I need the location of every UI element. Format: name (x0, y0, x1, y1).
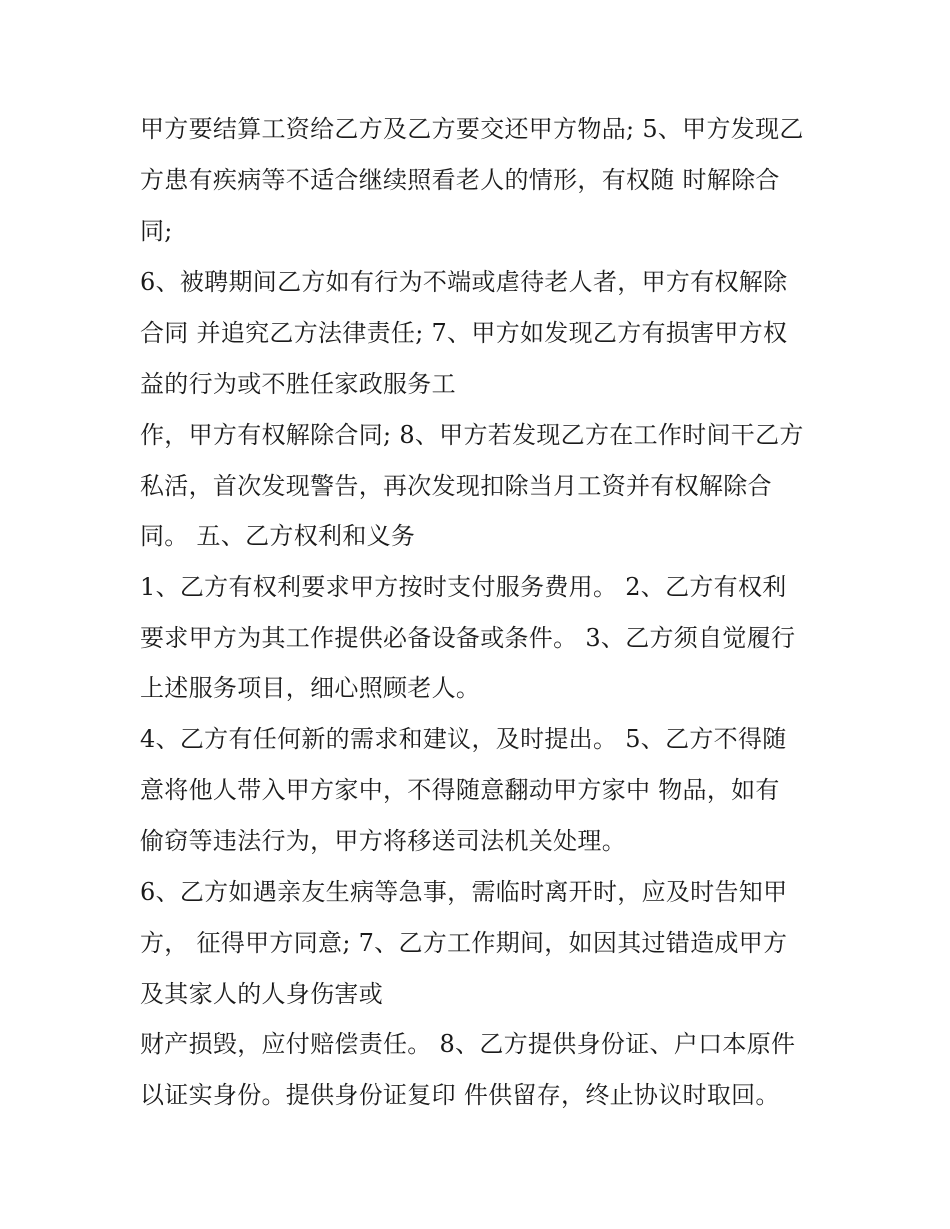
text-line-7: 作，甲方有权解除合同; 8、甲方若发现乙方在工作时间干乙方 (140, 421, 804, 449)
text-line-5: 合同 并追究乙方法律责任; 7、甲方如发现乙方有损害甲方权 (140, 319, 788, 347)
text-line-14: 意将他人带入甲方家中，不得随意翻动甲方家中 物品，如有 (140, 776, 780, 804)
text-line-12: 上述服务项目，细心照顾老人。 (140, 674, 481, 702)
text-line-11: 要求甲方为其工作提供必备设备或条件。 3、乙方须自觉履行 (140, 624, 796, 652)
text-line-10: 1、乙方有权利要求甲方按时支付服务费用。 2、乙方有权利 (140, 573, 787, 601)
text-line-19: 财产损毁，应付赔偿责任。 8、乙方提供身份证、户口本原件 (140, 1030, 796, 1058)
text-line-16: 6、乙方如遇亲友生病等急事，需临时离开时，应及时告知甲 (140, 878, 788, 906)
text-line-9: 同。 五、乙方权利和义务 (140, 522, 416, 550)
text-line-6: 益的行为或不胜任家政服务工 (140, 370, 456, 398)
text-line-20: 以证实身份。提供身份证复印 件供留存，终止协议时取回。 (140, 1081, 780, 1109)
text-line-18: 及其家人的人身伤害或 (140, 980, 383, 1008)
text-line-8: 私活，首次发现警告，再次发现扣除当月工资并有权解除合 (140, 472, 772, 500)
text-line-1: 甲方要结算工资给乙方及乙方要交还甲方物品; 5、甲方发现乙 (140, 115, 804, 143)
text-line-2: 方患有疾病等不适合继续照看老人的情形，有权随 时解除合 (140, 166, 780, 194)
text-line-3: 同; (140, 217, 173, 245)
text-line-17: 方， 征得甲方同意; 7、乙方工作期间，如因其过错造成甲方 (140, 929, 788, 957)
text-line-13: 4、乙方有任何新的需求和建议，及时提出。 5、乙方不得随 (140, 725, 787, 753)
text-line-15: 偷窃等违法行为，甲方将移送司法机关处理。 (140, 827, 626, 855)
text-line-4: 6、被聘期间乙方如有行为不端或虐待老人者，甲方有权解除 (140, 268, 788, 296)
